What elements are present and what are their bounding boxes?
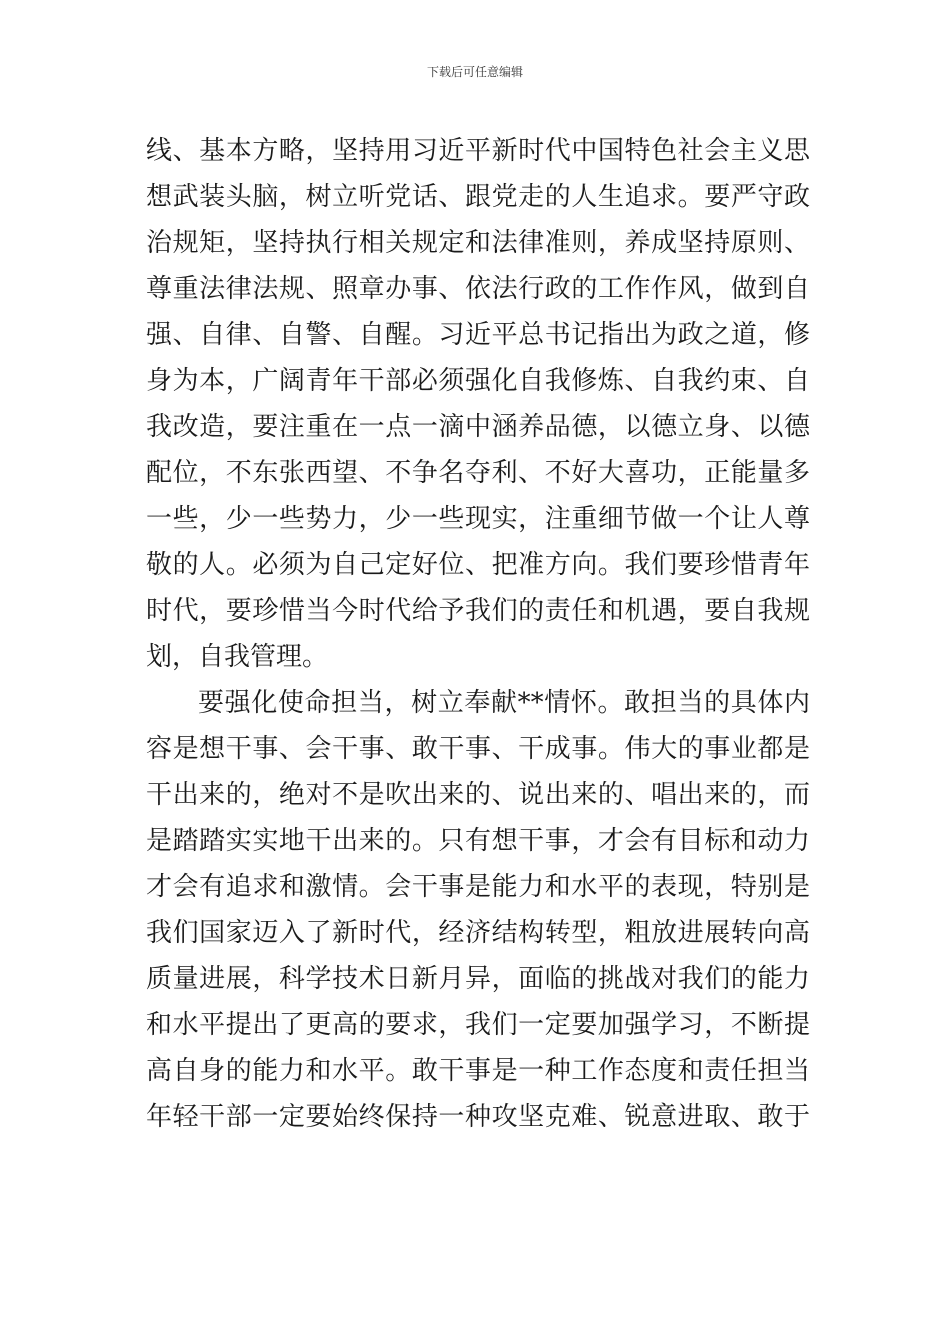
text-line: 治规矩，坚持执行相关规定和法律准则，养成坚持原则、 (146, 228, 810, 258)
text-line: 身为本，广阔青年干部必须强化自我修炼、自我约束、自 (146, 366, 810, 396)
text-line: 想武装头脑，树立听党话、跟党走的人生追求。要严守政 (146, 182, 810, 212)
text-line: 敬的人。必须为自己定好位、把准方向。我们要珍惜青年 (146, 550, 810, 580)
text-line: 是踏踏实实地干出来的。只有想干事，才会有目标和动力 (146, 826, 810, 856)
text-line: 强、自律、自警、自醒。习近平总书记指出为政之道，修 (146, 320, 810, 350)
text-line: 我改造，要注重在一点一滴中涵养品德，以德立身、以德 (146, 412, 810, 442)
text-line: 容是想干事、会干事、敢干事、干成事。伟大的事业都是 (146, 734, 810, 764)
text-line: 要强化使命担当，树立奉献**情怀。敢担当的具体内 (198, 688, 810, 718)
page-header: 下载后可任意编辑 (426, 65, 523, 79)
paragraph-1 (146, 128, 810, 680)
text-line: 划，自我管理。 (146, 642, 329, 672)
text-line: 时代，要珍惜当今时代给予我们的责任和机遇，要自我规 (146, 596, 810, 626)
text-line: 线、基本方略，坚持用习近平新时代中国特色社会主义思 (146, 136, 810, 166)
document-body (146, 128, 810, 1140)
text-line: 和水平提出了更高的要求，我们一定要加强学习，不断提 (146, 1010, 810, 1040)
text-line: 配位，不东张西望、不争名夺利、不好大喜功，正能量多 (146, 458, 810, 488)
text-line: 才会有追求和激情。会干事是能力和水平的表现，特别是 (146, 872, 810, 902)
text-line: 干出来的，绝对不是吹出来的、说出来的、唱出来的，而 (146, 780, 810, 810)
text-line: 一些，少一些势力，少一些现实，注重细节做一个让人尊 (146, 504, 810, 534)
text-line: 高自身的能力和水平。敢干事是一种工作态度和责任担当 (146, 1056, 810, 1086)
paragraph-2 (146, 680, 810, 1140)
text-line: 尊重法律法规、照章办事、依法行政的工作作风，做到自 (146, 274, 810, 304)
text-line: 我们国家迈入了新时代，经济结构转型，粗放进展转向高 (146, 918, 810, 948)
text-line: 年轻干部一定要始终保持一种攻坚克难、锐意进取、敢于 (146, 1102, 810, 1132)
text-line: 质量进展，科学技术日新月异，面临的挑战对我们的能力 (146, 964, 810, 994)
